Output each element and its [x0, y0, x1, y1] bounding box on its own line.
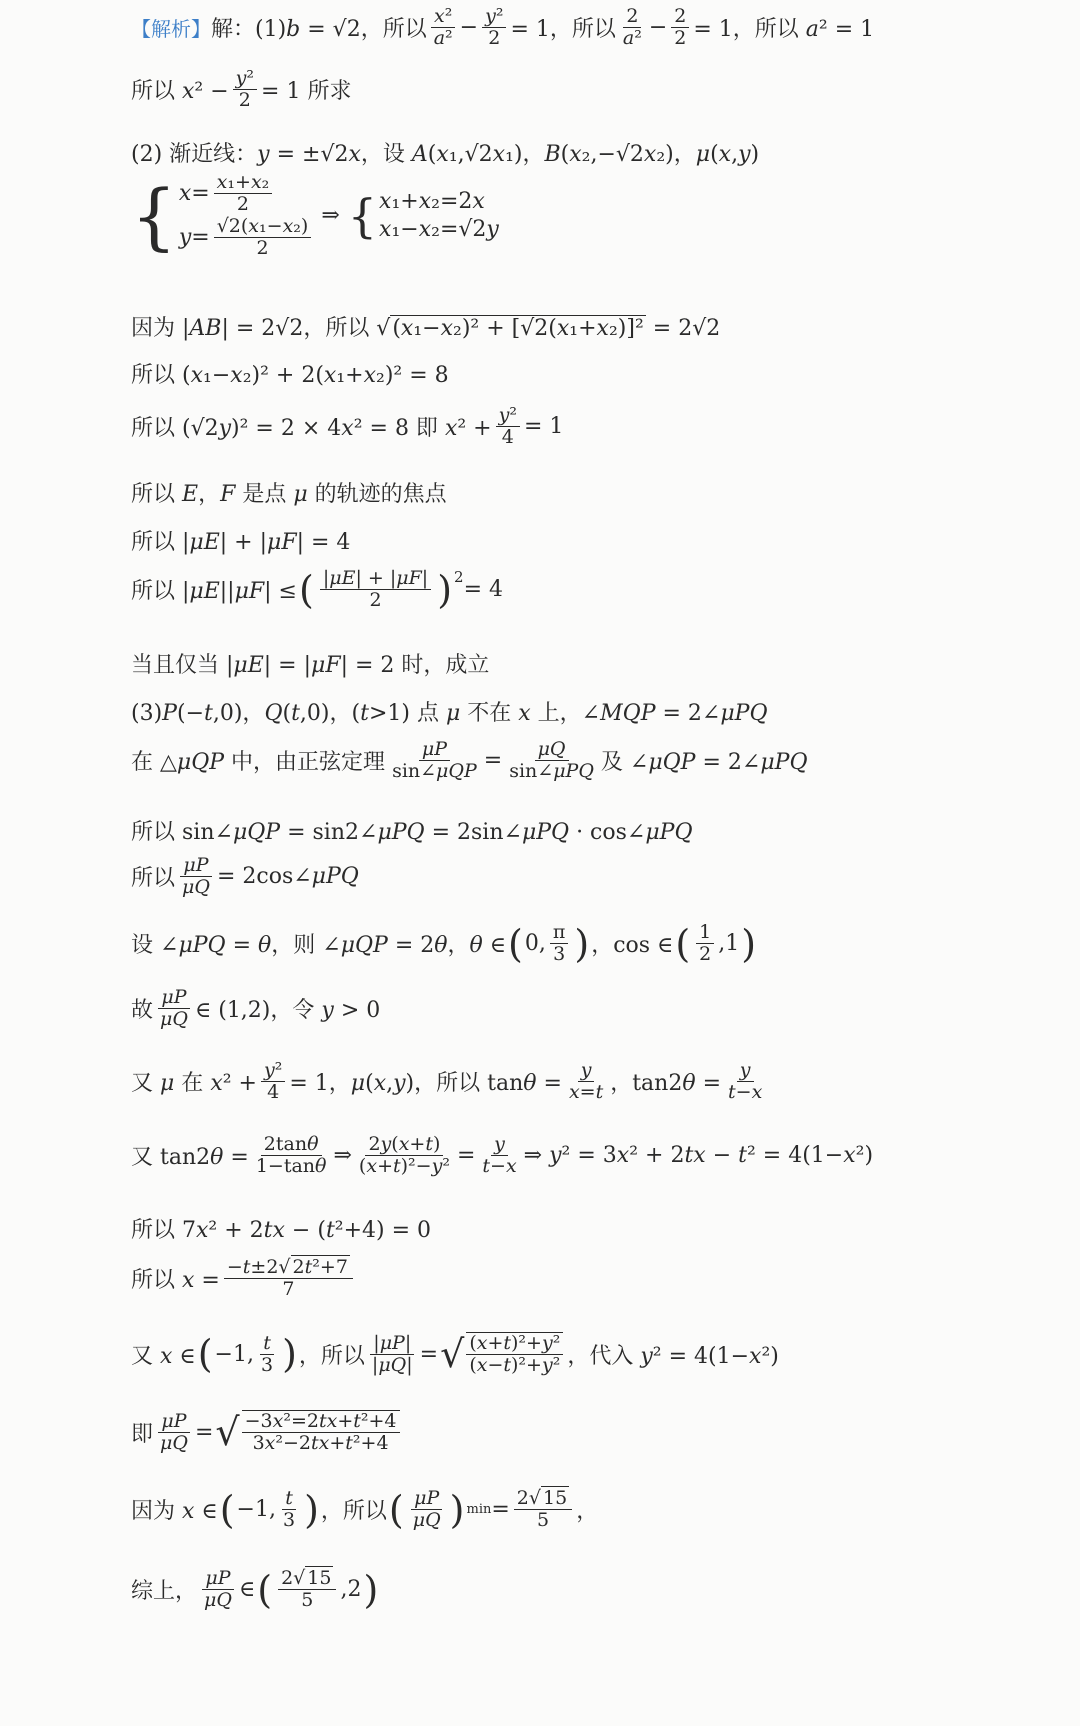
solution-line-8: 所以 E，F 是点 μ 的轨迹的焦点: [131, 482, 447, 507]
solution-line-21: 所以 x = $\frac{\text{−t±2√ 2t²+7}}{7}$: [131, 1257, 357, 1301]
solution-line-16: 设 ∠μPQ = θ，则 ∠μQP = 2θ，θ ∈ ( 0, π 3 ) ，cos ∈ ( 1 2 ,1 ): [131, 921, 757, 966]
solution-line-3: (2) 渐近线：y = ±√2x，设 A(x₁,√2x₁)，B(x₂,−√2x₂)，μ(x,y): [131, 142, 760, 167]
solution-line-19: 又 tan2θ = $\frac{2\tan\theta}{1-\tan\theta}$ ⇒ $\frac{2y(x+t)}{\text{(x+t)²−y²}}$ = $\frac{y}{t-x}$ ⇒ y² = 3x² + 2tx − t² = 4(1−x²): [131, 1133, 874, 1178]
solution-line-23: 即 $\frac{\mu P}{\mu Q}$ = √ −3x²=2tx+t²+4 3x²−2tx+t²+4: [131, 1410, 404, 1455]
solution-line-11: 当且仅当 |μE| = |μF| = 2 时，成立: [131, 653, 490, 678]
solution-line-7: 所以 (√2y)² = 2 × 4x² = 8 即 x² + $\frac{\text{y²}}{4}$ = 1: [131, 404, 564, 449]
solution-line-5: 因为 |AB| = 2√2，所以 √(x₁−x₂)² + [√2(x₁+x₂)]² = 2√2: [131, 316, 721, 341]
solution-line-9: 所以 |μE| + |μF| = 4: [131, 530, 351, 555]
solution-line-24: 因为 x ∈ ( −1, t 3 ) ，所以 ( μP μQ ) min = $\frac{2√ 15}{5}$ ，: [131, 1487, 599, 1532]
solution-line-25: 综上， μP μQ ∈ ( 2√ 15 5 ,2 ): [131, 1567, 379, 1612]
solution-line-1: 【解析】 解：(1)b = √2，所以 x² a² − $\frac{\text{y²}}{2}$ = 1，所以 2 a² − $\frac{2}{2}$ = 1，所以 a² = 1: [131, 5, 875, 50]
solution-line-17: 故 μP μQ ∈ (1,2)，令 y > 0: [131, 986, 381, 1031]
solution-line-18: 又 μ 在 x² + $\frac{\text{y²}}{4}$ = 1，μ(x,y)，所以 tanθ = $\frac{y}{x=t}$ ，tan2θ = $\frac{y}{t-x}$: [131, 1059, 763, 1104]
solution-line-15: 所以 $\frac{\mu P}{\mu Q}$ = 2cos∠μPQ: [131, 854, 359, 899]
solution-line-2: 所以 x² − $\frac{\text{y²}}{2}$ = 1 所求: [131, 67, 352, 112]
solution-line-14: 所以 sin∠μQP = sin2∠μPQ = 2sin∠μPQ · cos∠μPQ: [131, 820, 693, 845]
analysis-tag: 【解析】: [131, 17, 211, 42]
solution-line-20: 所以 7x² + 2tx − (t²+4) = 0: [131, 1218, 432, 1243]
solution-line-22: 又 x ∈ ( −1, t 3 ) ，所以 $\frac{|\mu P|}{|\mu Q|}$ = √ (x+t)²+y² (x−t)²+y² ，代入 y² = 4(1−x²): [131, 1331, 779, 1377]
solution-line-13: 在 △μQP 中，由正弦定理 μP sin∠μQP = μQ sin∠μPQ 及 ∠μQP = 2∠μPQ: [131, 738, 808, 783]
solution-line-10: 所以 |μE||μF| ≤ ( |μE| + |μF| 2 ) 2 = 4: [131, 567, 504, 612]
solution-line-4: { x = x₁+x₂ 2 y = √2(x₁−x₂) 2 ⇒ { x₁+x₂=2x x₁−x₂=√2y: [131, 171, 499, 259]
solution-line-12: (3)P(−t,0)，Q(t,0)，(t>1) 点 μ 不在 x 上，∠MQP = 2∠μPQ: [131, 701, 768, 726]
solution-line-6: 所以 (x₁−x₂)² + 2(x₁+x₂)² = 8: [131, 363, 449, 388]
